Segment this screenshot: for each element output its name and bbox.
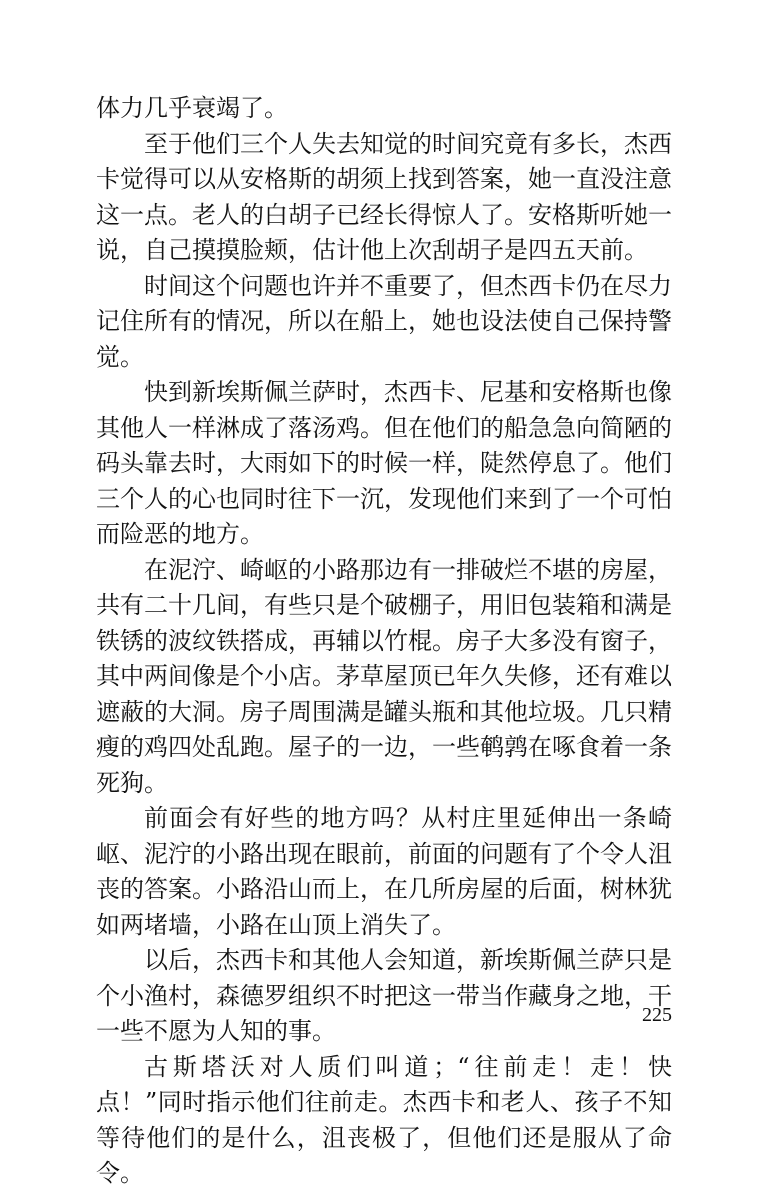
paragraph-8: 古斯塔沃对人质们叫道；“往前走！走！快点！”同时指示他们往前走。杰西卡和老人、孩子不知等待他们的是什么，沮丧极了，但他们还是服从了命令。	[96, 1052, 672, 1187]
paragraph-4: 快到新埃斯佩兰萨时，杰西卡、尼基和安格斯也像其他人一样淋成了落汤鸡。但在他们的船急急向简陋的码头靠去时，大雨如下的时候一样，陡然停息了。他们三个人的心也同时往下一沉，发现他们来到了一个可怕而险恶的地方。	[96, 378, 672, 548]
paragraph-7: 以后，杰西卡和其他人会知道，新埃斯佩兰萨只是个小渔村，森德罗组织不时把这一带当作藏身之地，干一些不愿为人知的事。	[96, 946, 672, 1045]
paragraph-2: 至于他们三个人失去知觉的时间究竟有多长，杰西卡觉得可以从安格斯的胡须上找到答案，她一直没注意这一点。老人的白胡子已经长得惊人了。安格斯听她一说，自己摸摸脸颊，估计他上次刮胡子是四五天前。	[96, 129, 672, 264]
paragraph-3: 时间这个问题也许并不重要了，但杰西卡仍在尽力记住所有的情况，所以在船上，她也设法使自己保持警觉。	[96, 271, 672, 371]
body-text	[96, 91, 672, 1192]
paragraph-5: 在泥泞、崎岖的小路那边有一排破烂不堪的房屋，共有二十几间，有些只是个破棚子，用旧包装箱和满是铁锈的波纹铁搭成，再辅以竹棍。房子大多没有窗子，其中两间像是个小店。茅草屋顶已年久失修，还有难以遮蔽的大洞。房子周围满是罐头瓶和其他垃圾。几只精瘦的鸡四处乱跑。屋子的一边，一些鹌鹑在啄食着一条死狗。	[96, 555, 672, 797]
page-number: 225	[642, 1004, 672, 1026]
paragraph-6: 前面会有好些的地方吗？从村庄里延伸出一条崎岖、泥泞的小路出现在眼前，前面的问题有了个令人沮丧的答案。小路沿山而上，在几所房屋的后面，树林犹如两堵墙，小路在山顶上消失了。	[96, 804, 672, 939]
paragraph-1: 体力几乎衰竭了。	[96, 94, 288, 122]
